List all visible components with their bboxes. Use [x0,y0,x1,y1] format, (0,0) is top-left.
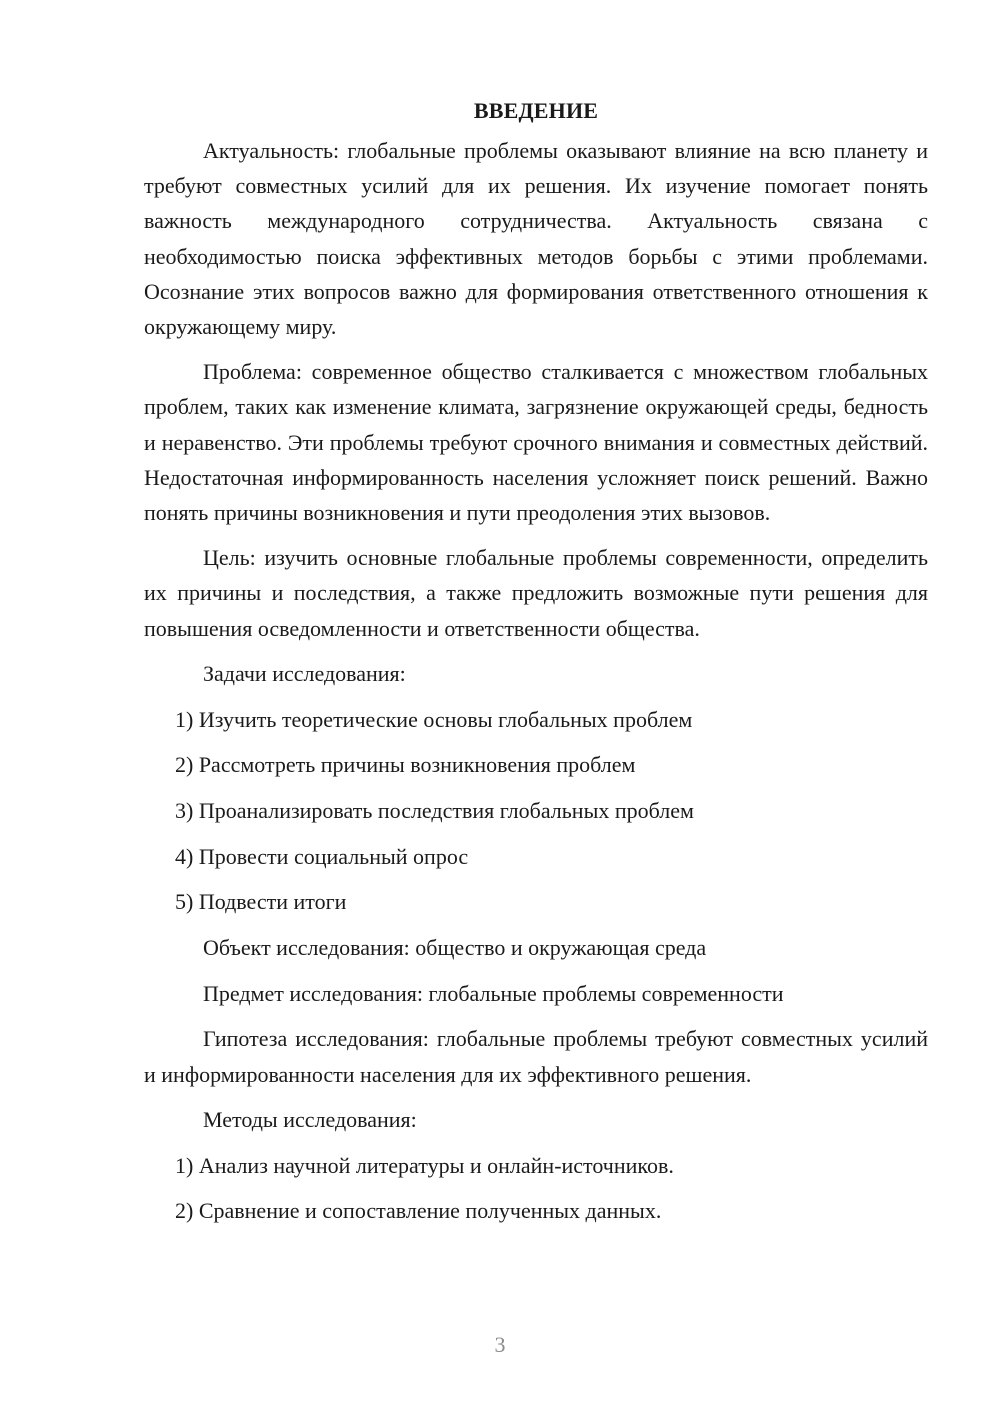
list-item: 1) Изучить теоретические основы глобальных проблем [175,706,693,732]
research-object: Объект исследования: общество и окружающая среда [203,935,707,961]
list-item: 3) Проанализировать последствия глобальных проблем [175,797,694,823]
tasks-heading: Задачи исследования: [203,660,406,686]
methods-list [144,1148,928,1229]
page-title: ВВЕДЕНИЕ [473,98,599,123]
research-subject: Предмет исследования: глобальные проблемы современности [203,980,784,1006]
page-number: 3 [494,1332,506,1357]
document-page [144,95,928,1239]
list-item: 1) Анализ научной литературы и онлайн-источников. [175,1152,674,1178]
hypothesis-paragraph: Гипотеза исследования: глобальные проблемы требуют совместных усилий и информированности населения для их эффективного решения. [144,1026,928,1087]
list-item: 4) Провести социальный опрос [175,843,469,869]
list-item: 5) Подвести итоги [175,889,347,915]
problem-paragraph: Проблема: современное общество сталкивается с множеством глобальных проблем, таких как изменение климата, загрязнение окружающей среды, бедность и неравенство. Эти проблемы требуют срочного внимания и совместных действий. Недостаточная информированность населения усложняет поиск решений. Важно понять причины возникновения и пути преодоления этих вызовов. [144,359,928,526]
relevance-paragraph: Актуальность: глобальные проблемы оказывают влияние на всю планету и требуют совместных усилий для их решения. Их изучение помогает понять важность международного сотрудничества. Актуальность связана с необходимостью поиска эффективных методов борьбы с этими проблемами. Осознание этих вопросов важно для формирования ответственного отношения к окружающему миру. [144,138,928,340]
tasks-list [144,702,928,920]
list-item: 2) Сравнение и сопоставление полученных данных. [175,1198,662,1224]
list-item: 2) Рассмотреть причины возникновения проблем [175,752,636,778]
methods-heading: Методы исследования: [203,1106,417,1132]
goal-paragraph: Цель: изучить основные глобальные проблемы современности, определить их причины и последствия, а также предложить возможные пути решения для повышения осведомленности и ответственности общества. [144,545,928,641]
